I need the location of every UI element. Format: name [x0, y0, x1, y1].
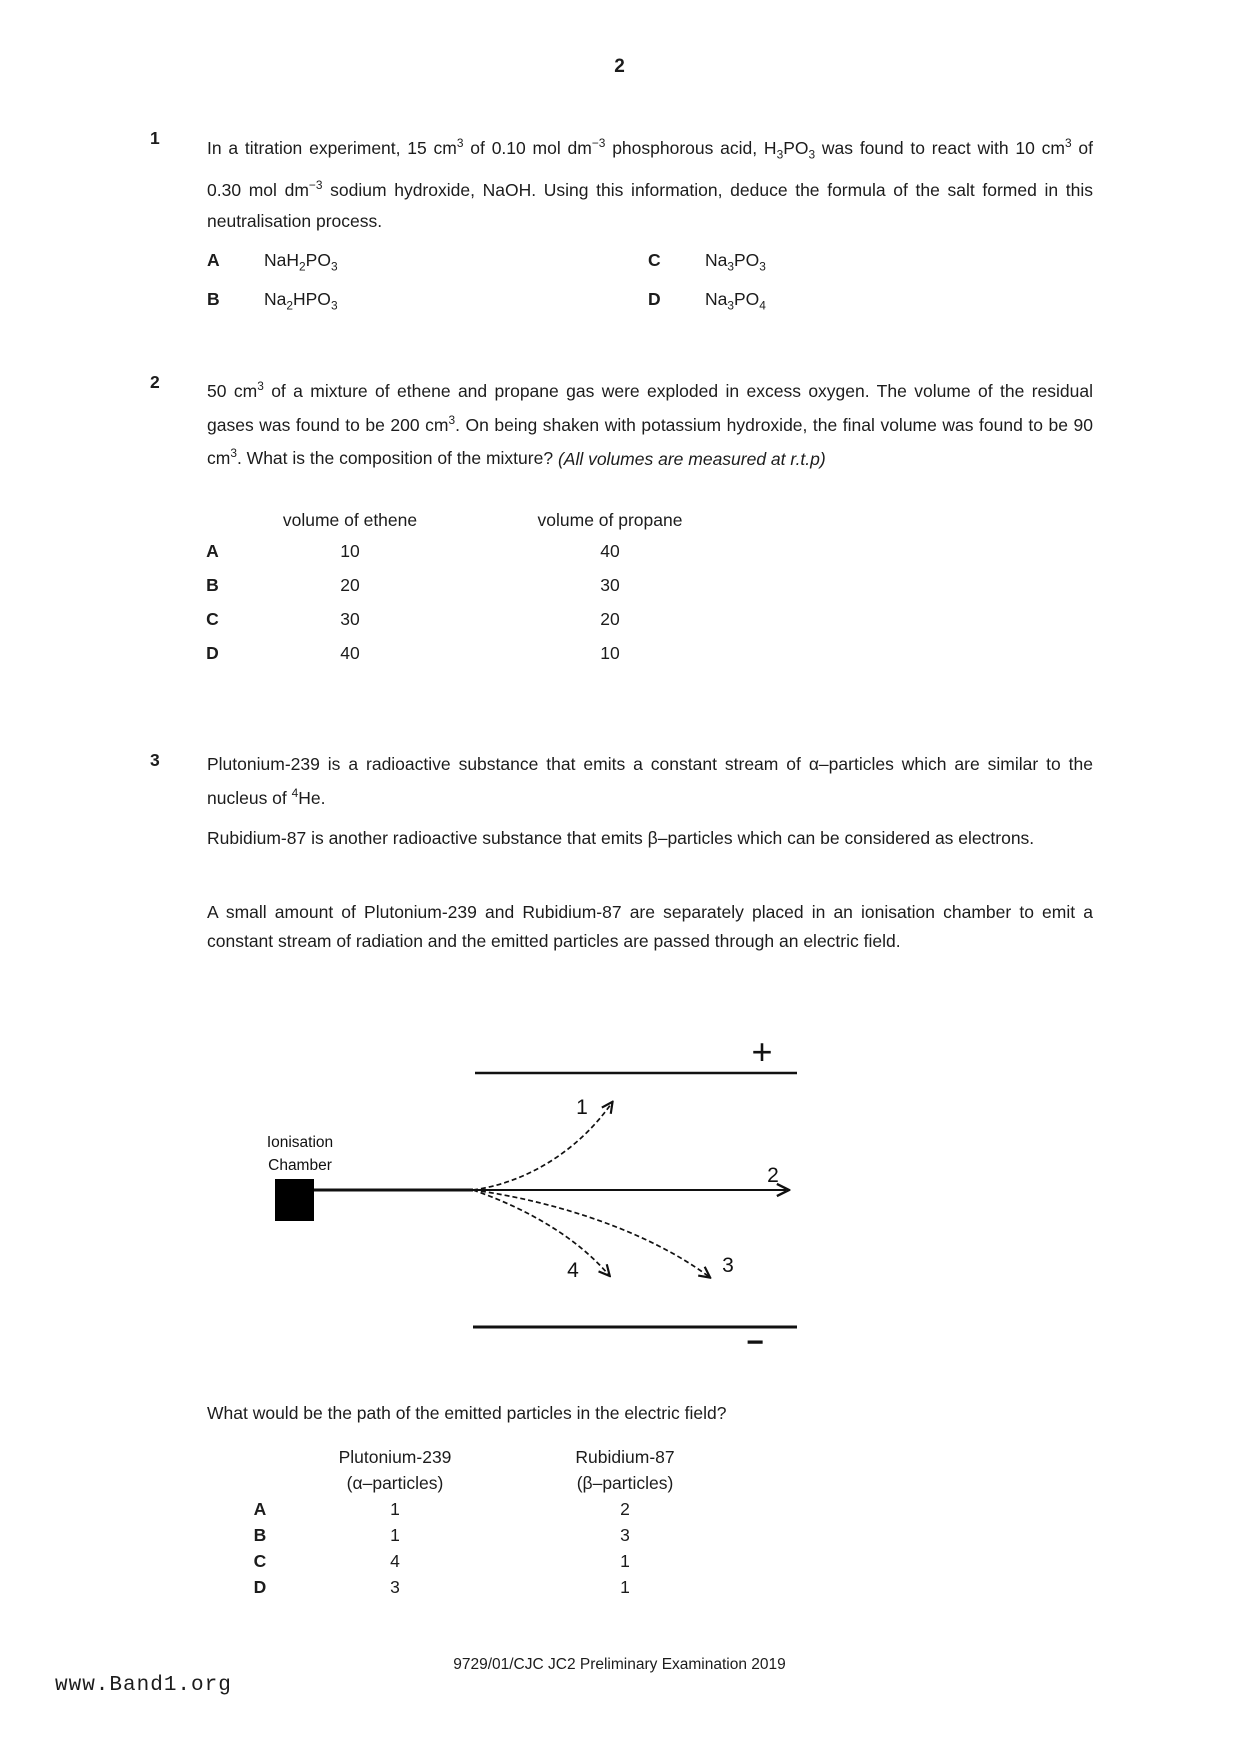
- option-b-label: B: [207, 289, 220, 309]
- ionisation-chamber-label-line1: Ionisation: [266, 1134, 334, 1151]
- question-3-number: 3: [150, 750, 160, 770]
- question-2-text: [207, 372, 1093, 473]
- question-3-text-2: Rubidium-87 is another radioactive substance that emits β–particles which can be considered as electrons.: [207, 828, 1035, 848]
- option-a-formula: $NaH_2PO_3$: [264, 250, 338, 274]
- option-c-formula: $Na_3PO_3$: [705, 250, 766, 274]
- question-1-options-row-2: [207, 289, 907, 315]
- q3-row-c-rubidium: 1: [620, 1551, 630, 1571]
- q3-row-d-plutonium: 3: [390, 1577, 400, 1597]
- q2-col-header-propane: volume of propane: [537, 510, 683, 530]
- q3-col2-header: [510, 1444, 740, 1496]
- question-3-para-3: [150, 898, 1093, 956]
- q3-row-b-rubidium: 3: [620, 1525, 630, 1545]
- q2-row-d-propane: 10: [600, 643, 620, 663]
- q2-row-a-ethene: 10: [340, 541, 360, 561]
- option-d-label: D: [648, 289, 661, 309]
- q3-col1-header-line2: (α–particles): [346, 1473, 444, 1493]
- q3-row-b-label: B: [253, 1525, 267, 1545]
- path-3-curve: [473, 1190, 708, 1276]
- q2-row-c-propane: 20: [600, 609, 620, 629]
- q2-row-c-label: C: [206, 609, 219, 629]
- q3-row-d-rubidium: 1: [620, 1577, 630, 1597]
- q3-col2-header-line2: (β–particles): [576, 1473, 674, 1493]
- option-b-formula: $Na_2HPO_3$: [264, 289, 338, 313]
- q3-row-c-plutonium: 4: [390, 1551, 400, 1571]
- q3-row-b-plutonium: 1: [390, 1525, 400, 1545]
- question-1-number: 1: [150, 128, 160, 148]
- question-3-prompt: What would be the path of the emitted particles in the electric field?: [207, 1403, 727, 1423]
- electric-field-diagram: [230, 1030, 830, 1360]
- path-1-label: 1: [576, 1096, 588, 1119]
- q3-row-c-label: C: [253, 1551, 267, 1571]
- path-4-label: 4: [567, 1259, 579, 1282]
- q2-row-b-ethene: 20: [340, 575, 360, 595]
- question-2-text-main: 50 $cm^3$ of a mixture of ethene and propane gas were exploded in excess oxygen. The volume of the residual gases was found to be 200 $cm^3$. On being shaken with potassium hydroxide, the final volume was found to be 90 $cm^3$. What is the composition of the mixture?: [207, 379, 1094, 469]
- q3-row-a-label: A: [253, 1499, 267, 1519]
- path-3-label: 3: [722, 1254, 734, 1277]
- q3-col2-header-line1: Rubidium-87: [575, 1447, 675, 1467]
- question-3-para-1: [150, 750, 1093, 813]
- q3-row-a-rubidium: 2: [620, 1499, 630, 1519]
- question-2-number: 2: [150, 372, 160, 392]
- ionisation-chamber-label-line2: Chamber: [268, 1157, 332, 1174]
- path-1-curve: [473, 1104, 611, 1190]
- path-2-label: 2: [767, 1164, 779, 1187]
- option-a-label: A: [207, 250, 220, 270]
- question-3-text-1: Plutonium-239 is a radioactive substance that emits a constant stream of α–particles which are similar to the nucleus of $^4$He.: [207, 754, 1093, 808]
- question-2: [150, 372, 1093, 473]
- q3-col1-header: [280, 1444, 510, 1496]
- negative-plate-sign: −: [746, 1326, 764, 1359]
- q2-row-d-ethene: 40: [340, 643, 360, 663]
- question-3-table: [240, 1444, 740, 1600]
- footer-exam-reference: 9729/01/CJC JC2 Preliminary Examination 2019: [453, 1656, 786, 1673]
- question-1-text: In a titration experiment, 15 $cm^3$ of 0.10 mol $dm^{-3}$ phosphorous acid, $H_3PO_3$ was found to react with 10 $cm^3$ of 0.30 mol $dm^{-3}$ sodium hydroxide, NaOH. Using this information, deduce the formula of the salt formed in this neutralisation process.: [207, 136, 1094, 232]
- q2-row-c-ethene: 30: [340, 609, 360, 629]
- q2-row-a-label: A: [206, 541, 219, 561]
- question-3-para-2: [150, 824, 1093, 853]
- q2-row-b-label: B: [206, 575, 219, 595]
- q2-col-header-ethene: volume of ethene: [282, 510, 418, 530]
- q2-row-d-label: D: [206, 643, 219, 663]
- option-d-formula: $Na_3PO_4$: [705, 289, 766, 313]
- page-number: 2: [614, 56, 625, 77]
- positive-plate-sign: +: [751, 1031, 773, 1072]
- ionisation-chamber-box: [275, 1179, 314, 1221]
- q3-col1-header-line1: Plutonium-239: [338, 1447, 452, 1467]
- question-1-options-row-1: [207, 250, 907, 276]
- q3-row-a-plutonium: 1: [390, 1499, 400, 1519]
- option-c-label: C: [648, 250, 661, 270]
- q2-row-b-propane: 30: [600, 575, 620, 595]
- q2-row-a-propane: 40: [600, 541, 620, 561]
- question-2-table: [190, 506, 755, 670]
- question-2-text-note: (All volumes are measured at r.t.p): [557, 448, 826, 469]
- question-1: [150, 128, 1093, 237]
- question-3-text-3: A small amount of Plutonium-239 and Rubidium-87 are separately placed in an ionisation chamber to emit a constant stream of radiation and the emitted particles are passed through an electric field.: [207, 902, 1093, 951]
- footer-watermark: www.Band1.org: [55, 1674, 232, 1697]
- q3-row-d-label: D: [253, 1577, 267, 1597]
